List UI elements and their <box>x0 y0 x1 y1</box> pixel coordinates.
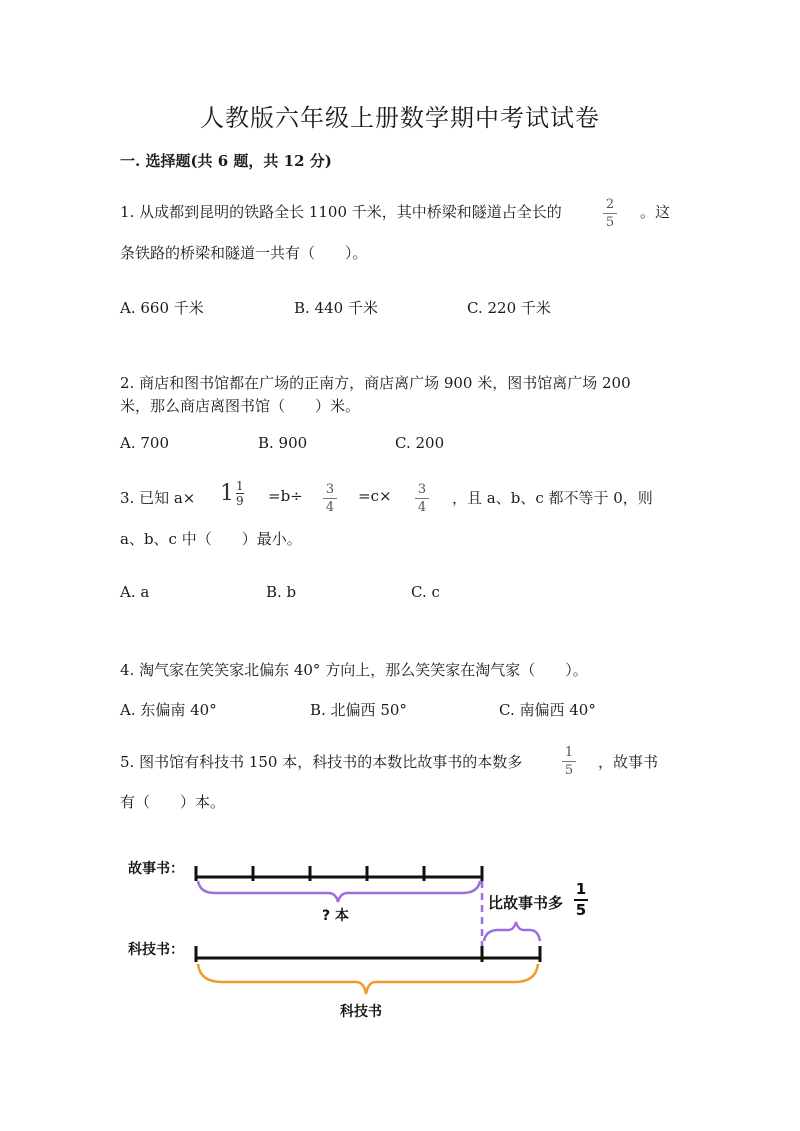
q3-option-c[interactable]: C. c <box>411 583 440 601</box>
diagram-tech-brace-label: 科技书 <box>340 1004 382 1020</box>
q1-option-b[interactable]: B. 440 千米 <box>294 299 378 317</box>
diagram-compare-label: 比故事书多 <box>488 894 564 912</box>
q2-option-a[interactable]: A. 700 <box>120 434 169 452</box>
q1-option-a[interactable]: A. 660 千米 <box>120 299 204 317</box>
diagram-story-brace-label: ? 本 <box>322 908 349 924</box>
q3-part-b: =b÷ <box>268 487 303 505</box>
q3-option-a[interactable]: A. a <box>120 583 150 601</box>
q2-line1: 2. 商店和图书馆都在广场的正南方，商店离广场 900 米，图书馆离广场 200 <box>120 374 631 392</box>
q1-fraction: 2 5 <box>603 198 617 229</box>
q3-option-b[interactable]: B. b <box>266 583 297 601</box>
q3-part-a: 3. 已知 a× <box>120 489 196 507</box>
q5-fraction: 1 5 <box>562 746 576 777</box>
q2-line2: 米，那么商店离图书馆（ ）米。 <box>120 397 361 415</box>
extra-part-brace <box>484 922 540 941</box>
q4-option-b[interactable]: B. 北偏西 50° <box>310 701 407 719</box>
tech-book-segment <box>196 946 540 962</box>
q5-line2: 有（ ）本。 <box>120 793 226 811</box>
tech-book-brace <box>198 964 538 994</box>
q4-line1: 4. 淘气家在笑笑家北偏东 40° 方向上，那么笑笑家在淘气家（ ）。 <box>120 661 588 679</box>
q2-option-c[interactable]: C. 200 <box>395 434 445 452</box>
q3-fraction-1: 3 4 <box>323 483 337 514</box>
q3-part-c: =c× <box>358 487 392 505</box>
story-book-brace <box>198 881 480 902</box>
q1-option-c[interactable]: C. 220 千米 <box>467 299 551 317</box>
section-heading: 一. 选择题(共 6 题，共 12 分) <box>120 152 332 170</box>
q5-line1-end: ，故事书 <box>598 753 659 771</box>
q2-option-b[interactable]: B. 900 <box>258 434 308 452</box>
q4-option-c[interactable]: C. 南偏西 40° <box>499 701 596 719</box>
q1-line1-end: 。这 <box>640 203 671 221</box>
q5-line1: 5. 图书馆有科技书 150 本，科技书的本数比故事书的本数多 <box>120 753 523 771</box>
q1-line2: 条铁路的桥梁和隧道一共有（ ）。 <box>120 244 368 262</box>
q4-option-a[interactable]: A. 东偏南 40° <box>120 701 217 719</box>
q3-line2: a、b、c 中（ ）最小。 <box>120 530 302 548</box>
diagram-label-tech: 科技书： <box>128 942 184 958</box>
q3-mixed-number: 1 $\frac{1}{9}$ <box>220 479 244 508</box>
q3-part-d: ，且 a、b、c 都不等于 0，则 <box>452 489 653 507</box>
diagram-compare-fraction: 1 5 <box>575 880 587 919</box>
page-title: 人教版六年级上册数学期中考试试卷 <box>200 104 600 132</box>
q3-fraction-2: 3 4 <box>415 483 429 514</box>
diagram-label-story: 故事书： <box>128 861 184 877</box>
q1-line1: 1. 从成都到昆明的铁路全长 1100 千米，其中桥梁和隧道占全长的 <box>120 203 562 221</box>
story-book-segment <box>196 866 482 881</box>
